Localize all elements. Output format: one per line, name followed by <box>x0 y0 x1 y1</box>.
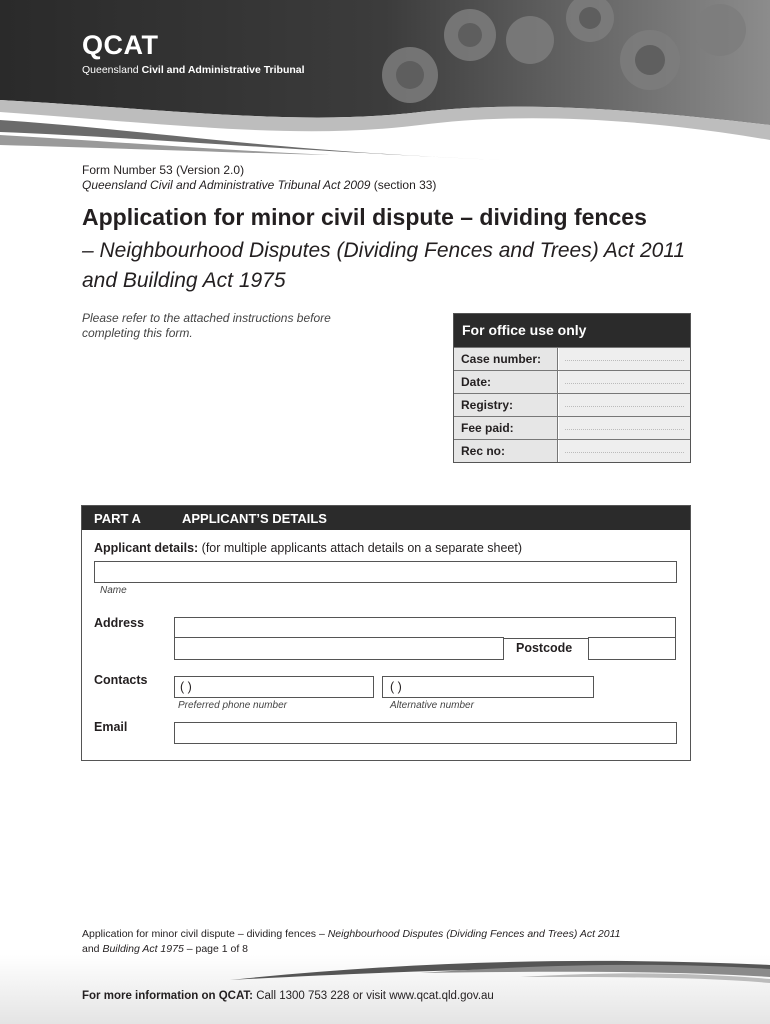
alternative-phone-caption: Alternative number <box>390 700 474 711</box>
instructions-note: Please refer to the attached instructions before completing this form. <box>82 311 331 340</box>
applicant-details-label: Applicant details: (for multiple applicants attach details on a separate sheet) <box>94 541 522 555</box>
part-a-heading: PART A APPLICANT’S DETAILS <box>82 506 690 530</box>
office-value <box>559 348 690 370</box>
page-subtitle: – Neighbourhood Disputes (Dividing Fences and Trees) Act 2011 and Building Act 1975 <box>82 239 686 292</box>
office-use-box <box>453 313 691 463</box>
footer-form-title: Application for minor civil dispute – dividing fences – Neighbourhood Disputes (Dividing Fences and Trees) Act 2011 and Building Act 1975 – page 1 of 8 <box>82 928 621 955</box>
email-input[interactable] <box>174 722 677 744</box>
office-row-registry <box>454 393 690 416</box>
qcat-logo: QCAT <box>82 30 159 60</box>
header-banner <box>0 0 770 175</box>
tribunal-name: Queensland Civil and Administrative Tribunal <box>82 64 305 76</box>
email-label: Email <box>94 720 128 734</box>
office-value <box>559 440 690 462</box>
office-value <box>559 417 690 439</box>
address-label: Address <box>94 616 145 630</box>
alternative-phone-input[interactable] <box>382 676 594 698</box>
office-label: Date: <box>454 371 558 393</box>
act-reference: Queensland Civil and Administrative Tribunal Act 2009 (section 33) <box>82 178 437 192</box>
form-number: Form Number 53 (Version 2.0) <box>82 163 245 177</box>
name-caption: Name <box>100 585 127 596</box>
office-label: Case number: <box>454 348 558 370</box>
name-input[interactable] <box>94 561 677 583</box>
address-input-line2[interactable] <box>174 637 504 660</box>
office-row-date <box>454 370 690 393</box>
phone-area-code: ( ) <box>180 680 192 694</box>
contact-information: For more information on QCAT: Call 1300 753 228 or visit www.qcat.qld.gov.au <box>82 990 494 1002</box>
office-value <box>559 371 690 393</box>
office-value <box>559 394 690 416</box>
office-label: Fee paid: <box>454 417 558 439</box>
page-title: Application for minor civil dispute – dividing fences <box>82 204 647 230</box>
part-a-section <box>81 505 691 761</box>
office-row-case-number <box>454 347 690 370</box>
phone-area-code: ( ) <box>390 680 402 694</box>
postcode-label: Postcode <box>516 641 573 655</box>
office-row-rec-no <box>454 439 690 462</box>
office-use-heading: For office use only <box>454 314 690 347</box>
office-row-fee-paid <box>454 416 690 439</box>
office-label: Registry: <box>454 394 558 416</box>
address-input-line1[interactable] <box>174 617 676 639</box>
contacts-label: Contacts <box>94 673 148 687</box>
preferred-phone-caption: Preferred phone number <box>178 700 287 711</box>
office-label: Rec no: <box>454 440 558 462</box>
postcode-input[interactable] <box>588 637 676 660</box>
preferred-phone-input[interactable] <box>174 676 374 698</box>
